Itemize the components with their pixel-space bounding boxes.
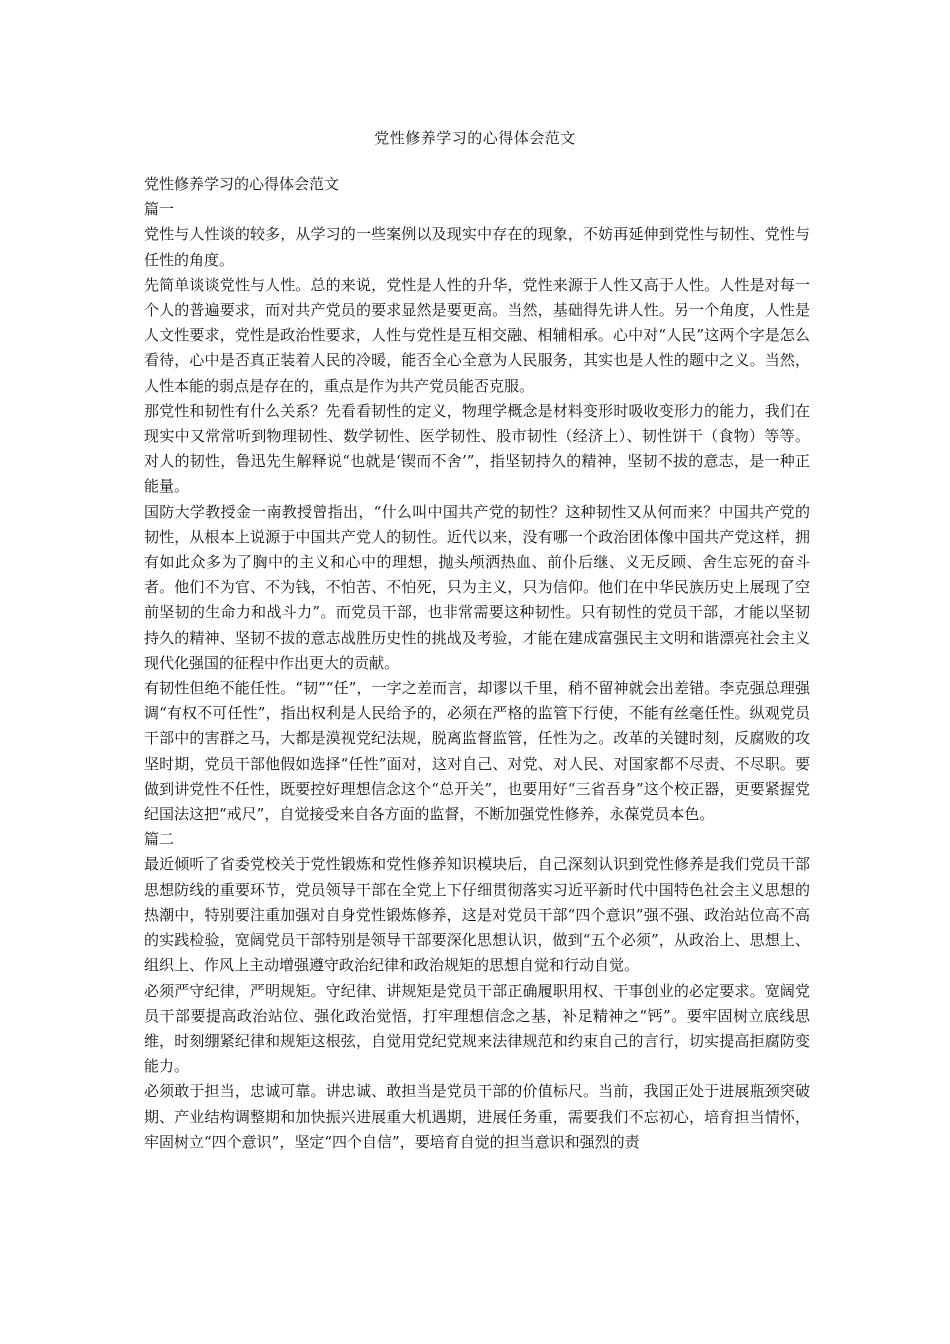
- section-heading: 篇一: [144, 200, 175, 219]
- paragraph: 必须敢于担当，忠诚可靠。讲忠诚、敢担当是党员干部的价值标尺。当前，我国正处于进展瓶颈突破期、产业结构调整期和加快振兴进展重大机遇期，进展任务重，需要我们不忘初心，培育担当情怀，牢固树立“四个意识”，坚定“四个自信”，要培育自觉的担当意识和强烈的责: [144, 1082, 810, 1151]
- paragraph: 先简单谈谈党性与人性。总的来说，党性是人性的升华，党性来源于人性又高于人性。人性是对每一个人的普遍要求，而对共产党员的要求显然是要更高。当然，基础得先讲人性。另一个角度，人性是人文性要求，党性是政治性要求，人性与党性是互相交融、相辅相承。心中对“人民”这两个字是怎么看待，心中是否真正装着人民的冷暖，能否全心全意为人民服务，其实也是人性的题中之义。当然，人性本能的弱点是存在的，重点是作为共产党员能否克服。: [144, 275, 810, 395]
- paragraph: 党性与人性谈的较多，从学习的一些案例以及现实中存在的现象，不妨再延伸到党性与韧性、党性与任性的角度。: [144, 225, 810, 269]
- document-title: 党性修养学习的心得体会范文: [374, 129, 576, 147]
- paragraph: 有韧性但绝不能任性。“韧”“任”，一字之差而言，却谬以千里，稍不留神就会出差错。李克强总理强调“有权不可任性”，指出权利是人民给予的，必须在严格的监管下行使，不能有丝毫任性。纵观党员干部中的害群之马，大都是漠视党纪法规，脱离监督监管，任性为之。改革的关键时刻，反腐败的攻坚时期，党员干部他假如选择“任性”面对，这对自己、对党、对人民、对国家都不尽责、不尽职。要做到讲党性不任性，既要控好理想信念这个“总开关”，也要用好“三省吾身”这个校正器，更要紧握党纪国法这把“戒尺”，自觉接受来自各方面的监督，不断加强党性修养，永葆党员本色。: [144, 679, 810, 824]
- paragraph: 必须严守纪律，严明规矩。守纪律、讲规矩是党员干部正确履职用权、干事创业的必定要求。宽阔党员干部要提高政治站位、强化政治觉悟，打牢理想信念之基，补足精神之“钙”。要牢固树立底线思维，时刻绷紧纪律和规矩这根弦，自觉用党纪党规来法律规范和约束自己的言行，切实提高拒腐防变能力。: [144, 981, 810, 1076]
- paragraph: 国防大学教授金一南教授曾指出，“什么叫中国共产党的韧性？这种韧性又从何而来？中国共产党的韧性，从根本上说源于中国共产党人的韧性。近代以来，没有哪一个政治团体像中国共产党这样，拥有如此众多为了胸中的主义和心中的理想，抛头颅洒热血、前仆后继、义无反顾、舍生忘死的奋斗者。他们不为官、不为钱，不怕苦、不怕死，只为主义，只为信仰。他们在中华民族历史上展现了空前坚韧的生命力和战斗力”。而党员干部，也非常需要这种韧性。只有韧性的党员干部，才能以坚韧持久的精神、坚韧不拔的意志战胜历史性的挑战及考验，才能在建成富强民主文明和谐漂亮社会主义现代化强国的征程中作出更大的贡献。: [144, 502, 810, 672]
- paragraph: 党性修养学习的心得体会范文: [144, 175, 340, 193]
- document-body: [144, 172, 810, 1155]
- paragraph: 最近倾听了省委党校关于党性锻炼和党性修养知识模块后，自己深刻认识到党性修养是我们党员干部思想防线的重要环节，党员领导干部在全党上下仔细贯彻落实习近平新时代中国特色社会主义思想的热潮中，特别要注重加强对自身党性锻炼修养，这是对党员干部“四个意识”强不强、政治站位高不高的实践检验，宽阔党员干部特别是领导干部要深化思想认识，做到“五个必须”，从政治上、思想上、组织上、作风上主动增强遵守政治纪律和政治规矩的思想自觉和行动自觉。: [144, 855, 810, 975]
- paragraph: 那党性和韧性有什么关系？先看看韧性的定义，物理学概念是材料变形时吸收变形力的能力，我们在现实中又常常听到物理韧性、数学韧性、医学韧性、股市韧性（经济上）、韧性饼干（食物）等等。对人的韧性，鲁迅先生解释说“也就是‘锲而不舍’”，指坚韧持久的精神，坚韧不拔的意志，是一种正能量。: [144, 401, 810, 496]
- section-heading: 篇二: [144, 830, 175, 849]
